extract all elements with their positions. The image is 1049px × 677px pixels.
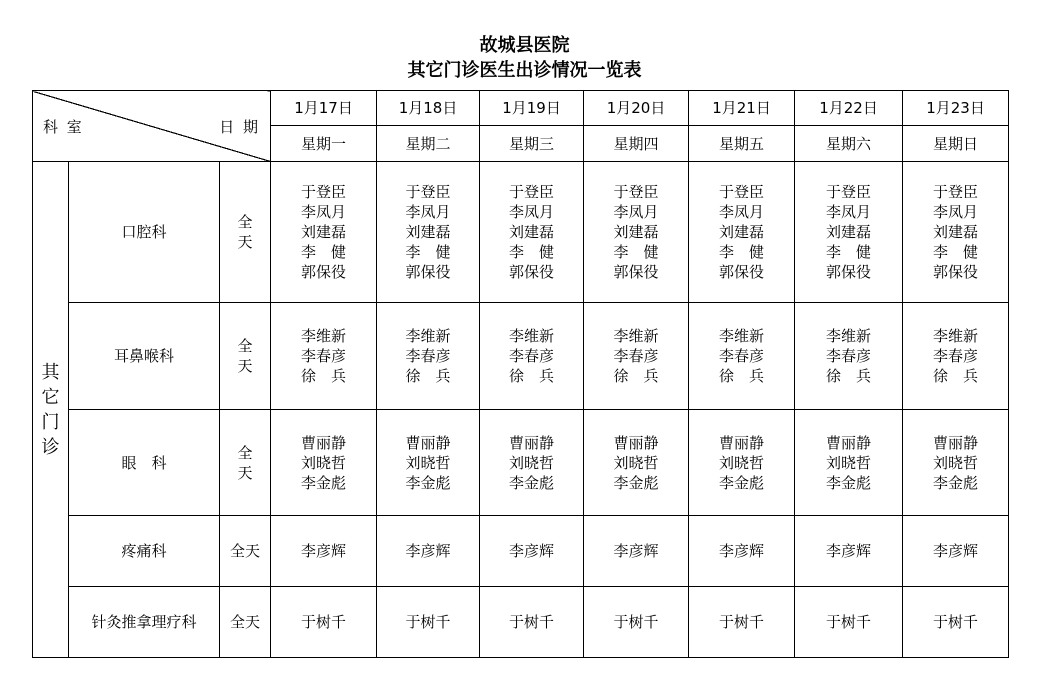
doctor-name: 李 健 xyxy=(405,243,451,261)
doctor-cell xyxy=(903,303,1009,410)
doctor-name: 刘晓哲 xyxy=(509,453,555,472)
group-label-char: 其 xyxy=(41,361,60,383)
doctor-name: 李维新 xyxy=(301,327,347,345)
doctor-name: 李 健 xyxy=(301,243,347,261)
department-cell: 眼 科 xyxy=(69,410,220,516)
doctor-name: 于登臣 xyxy=(405,183,451,201)
doctor-name: 李凤月 xyxy=(509,203,555,221)
doctor-name: 李彦辉 xyxy=(509,542,555,560)
weekday-cell: 星期四 xyxy=(584,126,689,162)
doctor-name: 李春彦 xyxy=(613,347,659,365)
doctor-name: 徐 兵 xyxy=(613,367,659,385)
doctor-cell xyxy=(689,410,795,516)
doctor-name: 李金彪 xyxy=(301,473,347,492)
doctor-name: 于树千 xyxy=(719,613,765,631)
doctor-name: 郭保役 xyxy=(613,263,659,281)
doctor-cell xyxy=(903,410,1009,516)
doctor-name: 于登臣 xyxy=(933,183,979,201)
doctor-name: 刘晓哲 xyxy=(301,453,347,472)
doctor-name: 李彦辉 xyxy=(933,542,979,560)
time-text: 天 xyxy=(237,463,253,482)
doctor-cell xyxy=(795,303,903,410)
doctor-name: 李彦辉 xyxy=(719,542,765,560)
table-row xyxy=(33,303,1009,410)
doctor-cell xyxy=(689,303,795,410)
doctor-name: 李金彪 xyxy=(509,473,555,492)
doctor-name: 于登臣 xyxy=(509,183,555,201)
table-row xyxy=(33,162,1009,303)
doctor-name: 李凤月 xyxy=(719,203,765,221)
department-header-label: 科 室 xyxy=(43,118,84,136)
doctor-name: 于树千 xyxy=(613,613,659,631)
doctor-name: 李凤月 xyxy=(301,203,347,221)
doctor-name: 李彦辉 xyxy=(613,542,659,560)
doctor-cell xyxy=(795,162,903,303)
doctor-name: 刘建磊 xyxy=(405,223,451,241)
doctor-name: 李 健 xyxy=(719,243,765,261)
weekday-cell: 星期二 xyxy=(377,126,480,162)
doctor-name: 徐 兵 xyxy=(301,367,347,385)
doctor-name: 曹丽静 xyxy=(405,433,451,452)
doctor-cell xyxy=(377,587,480,658)
doctor-name: 李维新 xyxy=(933,327,979,345)
doctor-cell xyxy=(584,587,689,658)
doctor-name: 李金彪 xyxy=(613,473,659,492)
doctor-name: 于树千 xyxy=(509,613,555,631)
weekday-cell: 星期五 xyxy=(689,126,795,162)
doctor-name: 李彦辉 xyxy=(405,542,451,560)
doctor-name: 刘晓哲 xyxy=(613,453,659,472)
doctor-name: 刘晓哲 xyxy=(719,453,765,472)
doctor-cell xyxy=(377,410,480,516)
doctor-cell xyxy=(271,303,377,410)
doctor-name: 徐 兵 xyxy=(405,367,451,385)
time-text: 全天 xyxy=(230,542,261,560)
date-cell: 1月21日 xyxy=(689,91,795,126)
doctor-name: 刘晓哲 xyxy=(826,453,872,472)
doctor-name: 李春彦 xyxy=(509,347,555,365)
doctor-cell xyxy=(271,587,377,658)
weekday-cell: 星期三 xyxy=(480,126,584,162)
doctor-name: 郭保役 xyxy=(405,263,451,281)
doctor-cell xyxy=(480,162,584,303)
table-row xyxy=(33,516,1009,587)
doctor-name: 李 健 xyxy=(826,243,872,261)
time-text: 天 xyxy=(237,357,253,375)
page-title: 其它门诊医生出诊情况一览表 xyxy=(407,60,642,81)
date-cell: 1月18日 xyxy=(377,91,480,126)
time-cell xyxy=(220,303,271,410)
doctor-name: 李金彪 xyxy=(405,473,451,492)
schedule-table xyxy=(32,90,1009,658)
doctor-cell xyxy=(377,162,480,303)
time-text: 天 xyxy=(237,233,253,251)
doctor-cell xyxy=(271,410,377,516)
doctor-cell xyxy=(903,162,1009,303)
time-text: 全 xyxy=(237,213,253,231)
doctor-cell xyxy=(689,162,795,303)
group-label xyxy=(33,162,69,658)
time-text: 全 xyxy=(237,443,253,462)
doctor-name: 郭保役 xyxy=(719,263,765,281)
doctor-cell xyxy=(377,303,480,410)
date-header-label: 日 期 xyxy=(219,118,261,136)
date-cell: 1月20日 xyxy=(584,91,689,126)
doctor-name: 曹丽静 xyxy=(613,433,659,452)
date-cell: 1月17日 xyxy=(271,91,377,126)
doctor-name: 徐 兵 xyxy=(719,367,765,385)
doctor-cell xyxy=(903,516,1009,587)
doctor-name: 于登臣 xyxy=(613,183,659,201)
doctor-name: 曹丽静 xyxy=(719,433,765,452)
time-cell xyxy=(220,587,271,658)
doctor-name: 李维新 xyxy=(719,327,765,345)
doctor-name: 李凤月 xyxy=(826,203,872,221)
doctor-name: 李维新 xyxy=(509,327,555,345)
doctor-name: 李彦辉 xyxy=(826,542,872,560)
time-text: 全天 xyxy=(230,613,261,631)
doctor-name: 郭保役 xyxy=(826,263,872,281)
doctor-cell xyxy=(584,303,689,410)
doctor-name: 李 健 xyxy=(509,243,555,261)
doctor-name: 李金彪 xyxy=(826,473,872,492)
doctor-name: 徐 兵 xyxy=(826,367,872,385)
doctor-cell xyxy=(795,516,903,587)
table-row xyxy=(33,587,1009,658)
date-cell: 1月23日 xyxy=(903,91,1009,126)
doctor-name: 郭保役 xyxy=(301,263,347,281)
doctor-name: 李 健 xyxy=(933,243,979,261)
department-cell: 口腔科 xyxy=(69,162,220,303)
department-cell: 耳鼻喉科 xyxy=(69,303,220,410)
doctor-name: 刘建磊 xyxy=(509,223,555,241)
doctor-name: 于登臣 xyxy=(301,183,347,201)
doctor-cell xyxy=(480,410,584,516)
doctor-name: 李春彦 xyxy=(719,347,765,365)
doctor-name: 李维新 xyxy=(826,327,872,345)
doctor-name: 李彦辉 xyxy=(301,542,347,560)
doctor-name: 李春彦 xyxy=(826,347,872,365)
doctor-cell xyxy=(584,162,689,303)
doctor-cell xyxy=(795,410,903,516)
date-cell: 1月22日 xyxy=(795,91,903,126)
doctor-name: 李春彦 xyxy=(301,347,347,365)
corner-header xyxy=(33,91,271,162)
hospital-name: 故城县医院 xyxy=(479,35,570,56)
doctor-name: 李金彪 xyxy=(933,473,979,492)
doctor-name: 徐 兵 xyxy=(933,367,979,385)
weekday-cell: 星期日 xyxy=(903,126,1009,162)
doctor-name: 李春彦 xyxy=(405,347,451,365)
doctor-cell xyxy=(689,587,795,658)
doctor-name: 徐 兵 xyxy=(509,367,555,385)
doctor-name: 于树千 xyxy=(933,613,979,631)
doctor-name: 李凤月 xyxy=(933,203,979,221)
doctor-cell xyxy=(480,516,584,587)
doctor-name: 刘建磊 xyxy=(719,223,765,241)
doctor-name: 刘建磊 xyxy=(826,223,872,241)
table-row xyxy=(33,410,1009,516)
doctor-name: 刘建磊 xyxy=(301,223,347,241)
doctor-cell xyxy=(903,587,1009,658)
doctor-name: 刘建磊 xyxy=(613,223,659,241)
time-cell xyxy=(220,516,271,587)
weekday-cell: 星期六 xyxy=(795,126,903,162)
doctor-cell xyxy=(480,587,584,658)
doctor-name: 曹丽静 xyxy=(509,433,555,452)
time-text: 全 xyxy=(237,337,253,355)
doctor-name: 曹丽静 xyxy=(933,433,979,452)
doctor-name: 郭保役 xyxy=(509,263,555,281)
doctor-cell xyxy=(377,516,480,587)
time-cell xyxy=(220,410,271,516)
department-cell: 疼痛科 xyxy=(69,516,220,587)
group-label-char: 它 xyxy=(41,386,60,408)
doctor-name: 曹丽静 xyxy=(301,433,347,452)
doctor-name: 李春彦 xyxy=(933,347,979,365)
doctor-name: 刘晓哲 xyxy=(405,453,451,472)
doctor-cell xyxy=(584,516,689,587)
group-label-char: 诊 xyxy=(41,436,60,458)
group-label-char: 门 xyxy=(41,411,60,433)
weekday-cell: 星期一 xyxy=(271,126,377,162)
doctor-name: 李 健 xyxy=(613,243,659,261)
doctor-cell xyxy=(480,303,584,410)
doctor-name: 于登臣 xyxy=(826,183,872,201)
doctor-cell xyxy=(271,516,377,587)
time-cell xyxy=(220,162,271,303)
doctor-name: 于树千 xyxy=(405,613,451,631)
doctor-cell xyxy=(689,516,795,587)
doctor-cell xyxy=(584,410,689,516)
doctor-name: 于树千 xyxy=(301,613,347,631)
doctor-name: 曹丽静 xyxy=(826,433,872,452)
doctor-name: 郭保役 xyxy=(933,263,979,281)
doctor-name: 李维新 xyxy=(405,327,451,345)
doctor-name: 李金彪 xyxy=(719,473,765,492)
department-cell: 针灸推拿理疗科 xyxy=(69,587,220,658)
date-cell: 1月19日 xyxy=(480,91,584,126)
doctor-name: 李凤月 xyxy=(405,203,451,221)
doctor-name: 李凤月 xyxy=(613,203,659,221)
doctor-cell xyxy=(271,162,377,303)
doctor-cell xyxy=(795,587,903,658)
doctor-name: 于登臣 xyxy=(719,183,765,201)
doctor-name: 于树千 xyxy=(826,613,872,631)
doctor-name: 刘晓哲 xyxy=(933,453,979,472)
doctor-name: 李维新 xyxy=(613,327,659,345)
doctor-name: 刘建磊 xyxy=(933,223,979,241)
